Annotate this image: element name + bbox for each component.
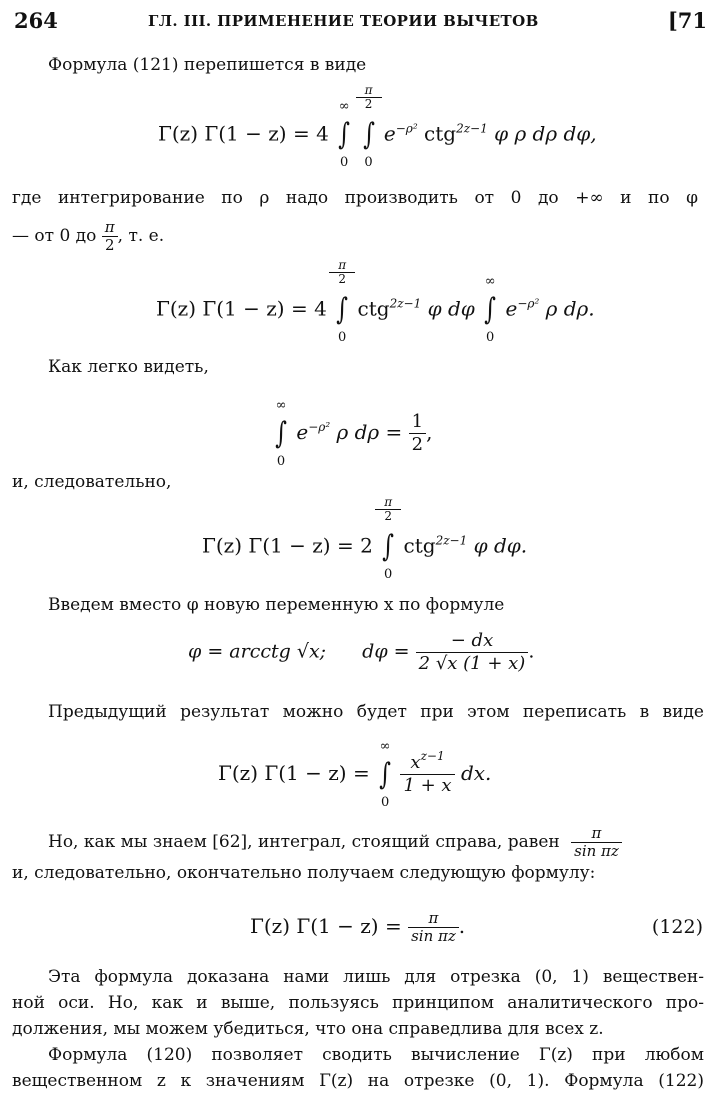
ctg-power: 2z−1 — [389, 296, 422, 311]
pi: π — [356, 84, 382, 98]
integral-sign: ∞ ∫ 0 — [272, 419, 290, 449]
upper-limit: ∞ — [484, 274, 496, 289]
pi: π — [408, 910, 459, 928]
equation-3 — [272, 397, 433, 469]
pi: π — [102, 219, 118, 237]
pi: π — [571, 825, 622, 843]
coef: 4 — [314, 296, 327, 321]
comma: , — [426, 420, 433, 444]
exp-base: e — [383, 121, 396, 146]
dphi-fraction — [416, 630, 529, 675]
exp-base: e — [296, 420, 309, 444]
integral-sign: ∞ ∫ 0 — [376, 760, 394, 790]
integral-sign: π 2 ∫ 0 — [333, 295, 351, 325]
ctg-power: 2z−1 — [435, 533, 468, 548]
upper-limit-pi-half — [329, 259, 355, 286]
integral-sign: ∞ ∫ 0 — [481, 295, 499, 325]
integral-sign: π 2 ∫ 0 — [360, 120, 378, 150]
sin-denominator: sin πz — [574, 842, 619, 860]
gamma-product: Γ(z) Γ(1 − z) = — [250, 914, 402, 938]
phi-definition: φ = arcctg √x; — [188, 640, 327, 663]
equation-number: (122) — [651, 916, 703, 938]
dphi: dφ = — [362, 640, 410, 663]
integrand-tail: ρ dρ = — [336, 420, 403, 444]
paragraph-6: Предыдущий результат можно будет при этом переписать в виде — [48, 702, 704, 722]
x-fraction — [400, 749, 454, 797]
period: . — [528, 640, 535, 663]
denominator: 1 + x — [403, 775, 452, 796]
integral-sign: ∞ ∫ 0 — [335, 120, 353, 150]
paragraph-7a — [48, 825, 622, 860]
chapter-title: ГЛ. III. ПРИМЕНЕНИЕ ТЕОРИИ ВЫЧЕТОВ — [148, 12, 539, 30]
paragraph-8a: Эта формула доказана нами лишь для отрезка (0, 1) веществен- — [48, 967, 704, 987]
gamma-product: Γ(z) Γ(1 − z) = — [218, 761, 370, 785]
equation-2 — [156, 258, 595, 345]
x-power: z−1 — [420, 749, 445, 763]
paragraph-8b: ной оси. Но, как и выше, пользуясь принципом аналитического про- — [12, 993, 704, 1013]
text-span: , т. е. — [117, 226, 165, 246]
two: 2 — [384, 509, 392, 523]
dx: dx. — [460, 761, 492, 785]
two: 2 — [411, 434, 424, 455]
upper-limit: ∞ — [338, 99, 350, 114]
paragraph-3: Как легко видеть, — [48, 357, 209, 377]
period: . — [458, 914, 466, 938]
ctg-power: 2z−1 — [456, 121, 488, 136]
one-half — [409, 411, 426, 456]
running-header — [14, 8, 707, 36]
exp-power: −ρ² — [395, 121, 418, 136]
section-number: [71 — [667, 8, 707, 33]
ctg: ctg — [403, 533, 436, 558]
gamma-product: Γ(z) Γ(1 − z) = — [156, 296, 308, 321]
equation-6 — [218, 738, 492, 810]
pi-over-sin — [571, 825, 622, 860]
lower-limit: 0 — [380, 794, 390, 810]
sin-denominator: sin πz — [411, 927, 456, 945]
two: 2 — [338, 272, 346, 286]
exp-power: −ρ² — [308, 420, 331, 434]
equation-4 — [202, 495, 528, 582]
paragraph-5: Введем вместо φ новую переменную x по формуле — [48, 595, 505, 615]
equation-7 — [250, 910, 465, 945]
pi-over-sin — [408, 910, 459, 945]
paragraph-1: Формула (121) перепишется в виде — [48, 55, 367, 75]
ctg: ctg — [424, 121, 457, 146]
integrand-tail: ρ dρ. — [545, 296, 595, 321]
pi: π — [375, 496, 401, 510]
upper-limit: ∞ — [275, 397, 287, 413]
gamma-product: Γ(z) Γ(1 − z) = — [158, 121, 310, 146]
upper-limit-pi-half — [356, 84, 382, 111]
lower-limit: 0 — [485, 330, 495, 345]
pi: π — [329, 259, 355, 273]
gamma-product: Γ(z) Γ(1 − z) = — [202, 533, 354, 558]
paragraph-8c: должения, мы можем убедиться, что она справедлива для всех z. — [12, 1019, 604, 1039]
lower-limit: 0 — [340, 155, 349, 170]
exp-power: −ρ² — [517, 296, 540, 311]
two: 2 — [364, 97, 373, 111]
paragraph-9b: вещественном z к значениям Γ(z) на отрезке (0, 1). Формула (122) — [12, 1071, 704, 1091]
integral-sign: π 2 ∫ 0 — [379, 532, 397, 562]
lower-limit: 0 — [364, 155, 373, 170]
lower-limit: 0 — [384, 567, 393, 582]
page-number: 264 — [14, 8, 58, 33]
paragraph-4: и, следовательно, — [12, 472, 172, 492]
lower-limit: 0 — [338, 330, 347, 345]
paragraph-2a: где интегрирование по ρ надо производить от 0 до +∞ и по φ — [12, 188, 698, 208]
paragraph-9a: Формула (120) позволяет сводить вычисление Γ(z) при любом — [48, 1045, 704, 1065]
integrand-tail: φ dφ. — [473, 533, 528, 558]
two: 2 — [104, 236, 115, 254]
x-base: x — [410, 752, 421, 773]
coef: 4 — [316, 121, 329, 146]
paragraph-2b — [12, 219, 164, 254]
upper-limit-pi-half — [375, 496, 401, 523]
denominator: 2 √x (1 + x) — [418, 653, 526, 674]
numerator: − dx — [416, 630, 529, 653]
equation-5 — [188, 630, 534, 675]
integrand-tail: φ ρ dρ dφ, — [494, 121, 597, 146]
paragraph-7b: и, следовательно, окончательно получаем следующую формулу: — [12, 863, 596, 883]
exp-base: e — [505, 296, 518, 321]
pi-over-two — [102, 219, 118, 254]
text-span: Но, как мы знаем [62], интеграл, стоящий справа, равен — [48, 832, 560, 852]
coef: 2 — [360, 533, 373, 558]
text-span: — от 0 до — [12, 226, 97, 246]
ctg: ctg — [357, 296, 390, 321]
one: 1 — [409, 411, 426, 434]
upper-limit: ∞ — [379, 738, 391, 754]
lower-limit: 0 — [276, 453, 286, 469]
integrand-mid: φ dφ — [427, 296, 475, 321]
equation-1 — [158, 83, 597, 170]
